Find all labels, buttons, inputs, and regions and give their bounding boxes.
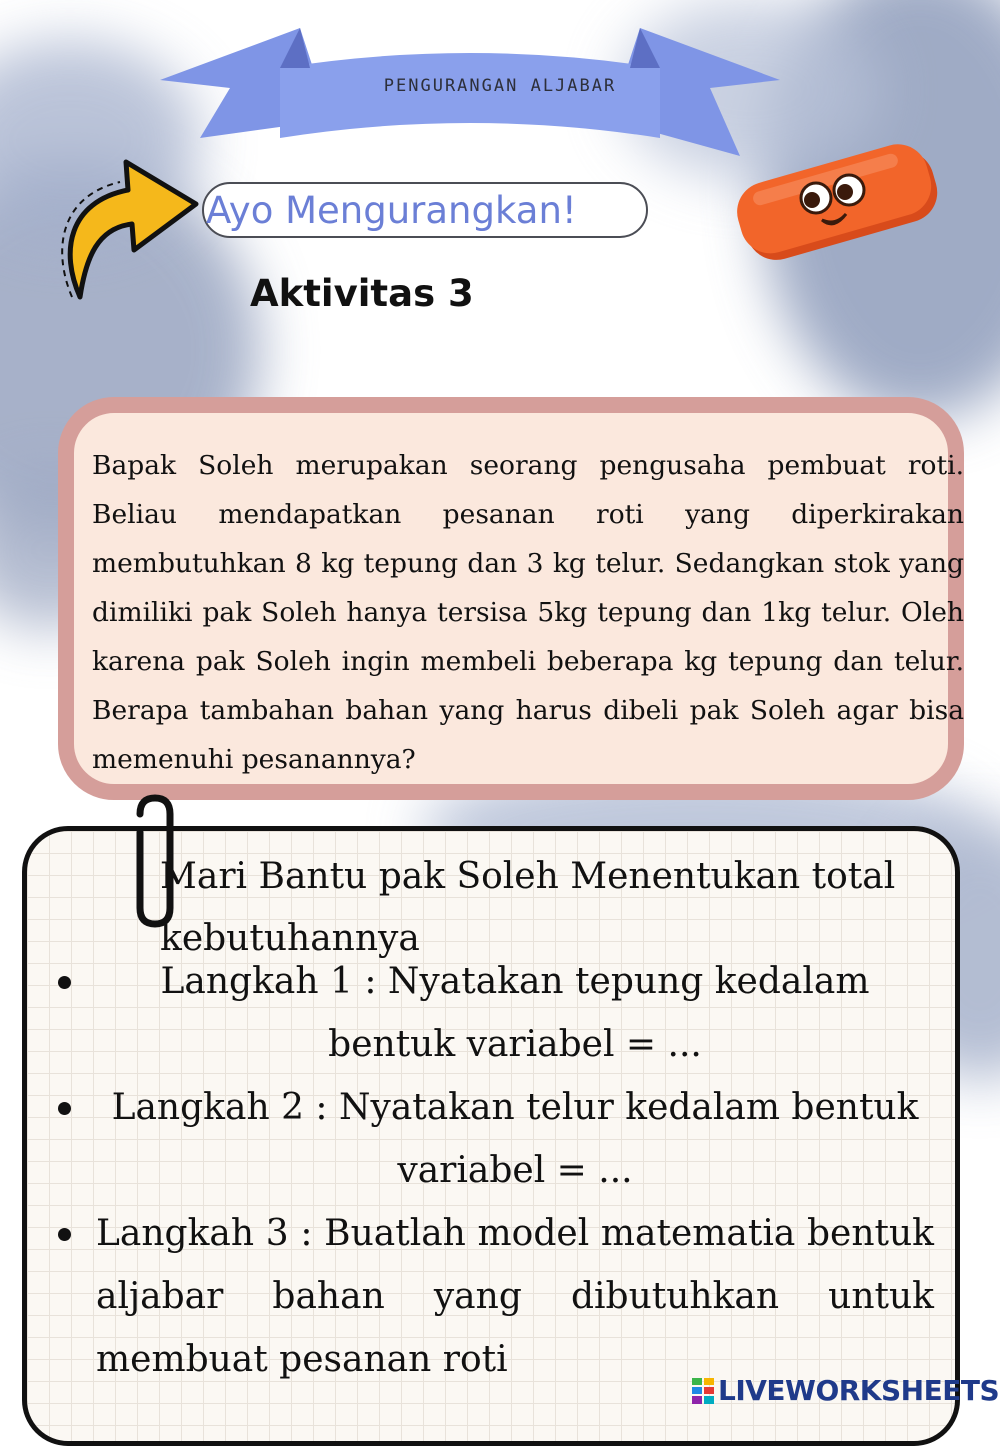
curved-arrow-icon	[58, 152, 208, 302]
list-item: Langkah 1 : Nyatakan tepung kedalam bentuk variabel = ...	[54, 950, 934, 1076]
worksheet-intro: Mari Bantu pak Soleh Menentukan total kebutuhannya	[160, 856, 896, 959]
page-title: Ayo Mengurangkan!	[206, 188, 577, 232]
banner-label: PENGURANGAN ALJABAR	[383, 76, 617, 96]
watermark	[692, 1374, 999, 1407]
list-item: Langkah 3 : Buatlah model matematia bentuk aljabar bahan yang dibutuhkan untuk membuat pesanan roti	[54, 1202, 934, 1391]
list-item: Langkah 2 : Nyatakan telur kedalam bentuk variabel = ...	[54, 1076, 934, 1202]
story-card	[58, 397, 964, 800]
story-text: Bapak Soleh merupakan seorang pengusaha pembuat roti. Beliau mendapatkan pesanan roti yang diperkirakan membutuhkan 8 kg tepung dan 3 kg telur. Sedangkan stok yang dimiliki pak Soleh hanya tersisa 5kg tepung dan 1kg telur. Oleh karena pak Soleh ingin membeli beberapa kg tepung dan telur. Berapa tambahan bahan yang harus dibeli pak Soleh agar bisa memenuhi pesanannya?	[92, 450, 964, 775]
watermark-text: LIVEWORKSHEETS	[718, 1374, 1000, 1407]
activity-label: Aktivitas 3	[250, 272, 474, 315]
steps-list	[54, 950, 934, 1391]
liveworksheets-logo-icon	[692, 1378, 714, 1404]
title-pill	[202, 182, 648, 238]
eraser-mascot-icon	[728, 140, 948, 270]
